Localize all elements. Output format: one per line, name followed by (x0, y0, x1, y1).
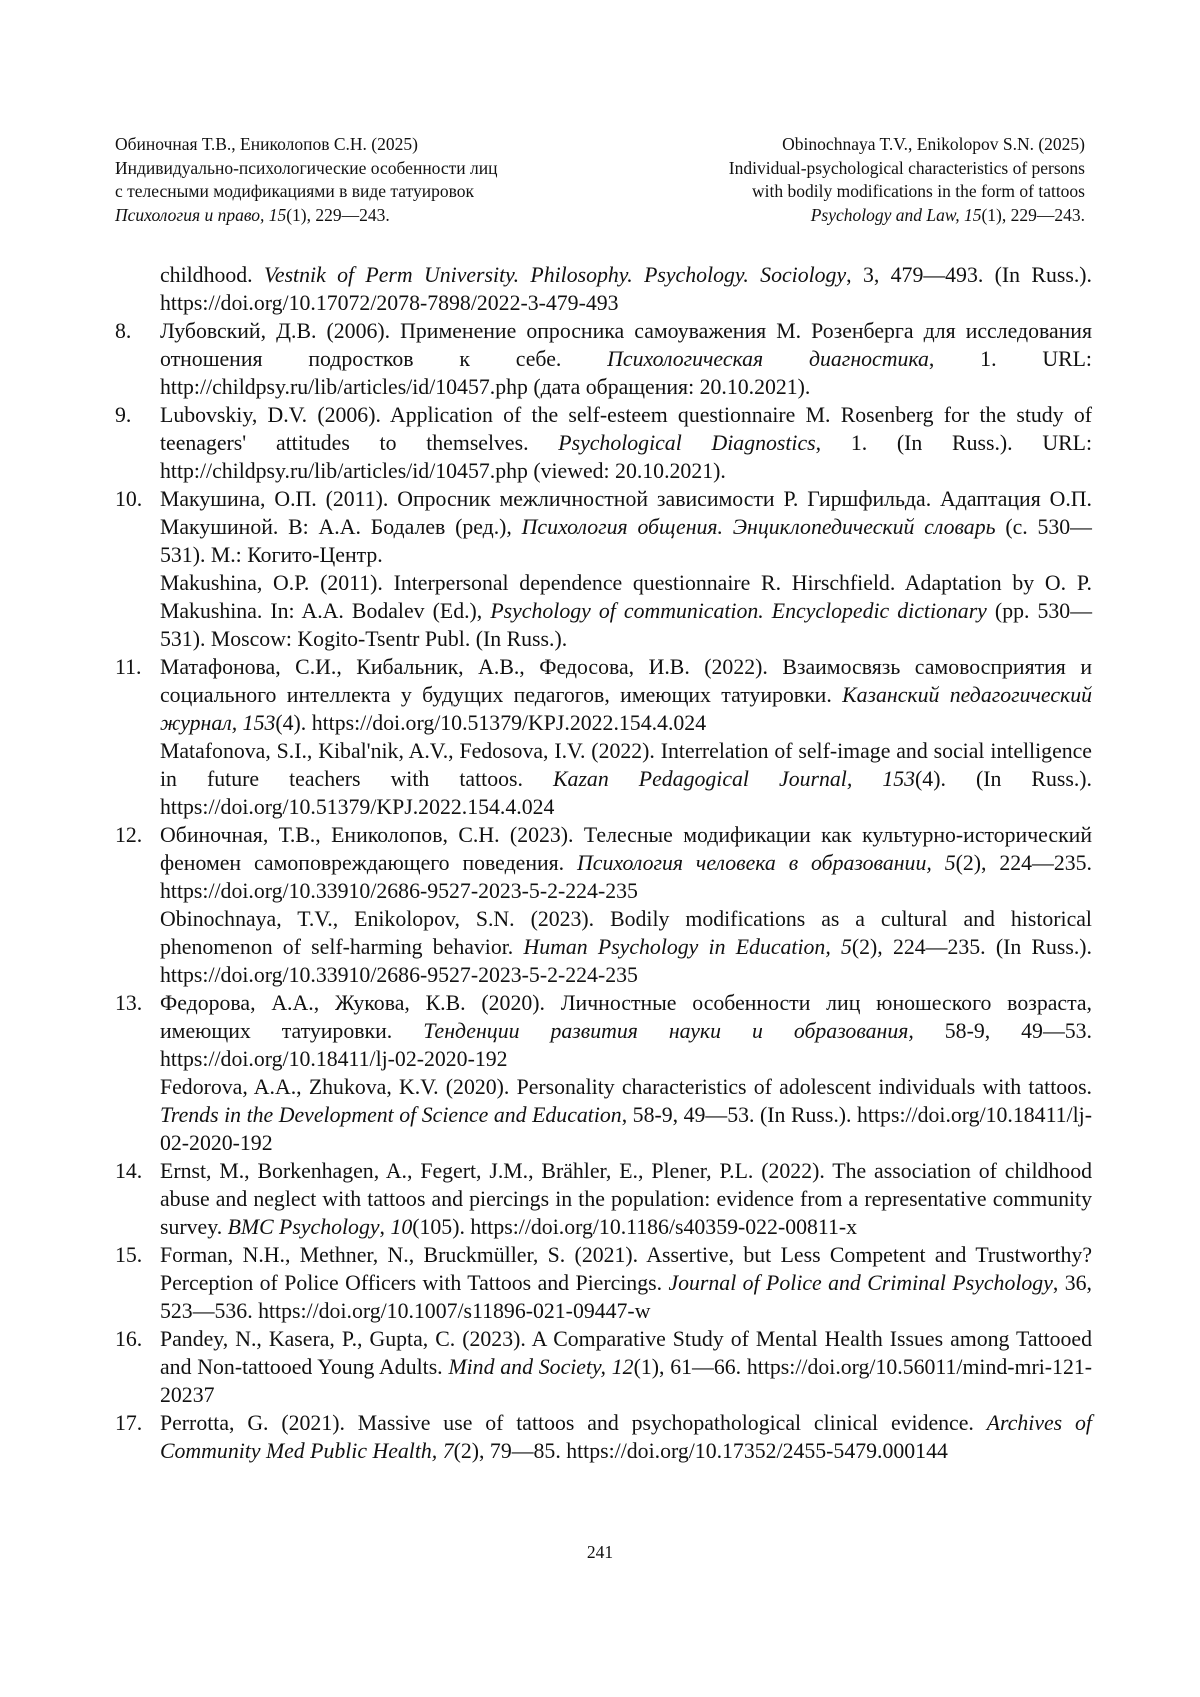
reference-number: 13. (115, 991, 143, 1015)
header-authors-ru: Обиночная Т.В., Ениколопов С.Н. (2025) (115, 134, 418, 154)
reference-17: 17. Perrotta, G. (2021). Massive use of tattoos and psychopathological clinical evidence. Archives of Community Med Public Health, 7(2), 79—85. https://doi.org/10.17352/2455-5479.000144 (115, 1411, 1092, 1463)
reference-number: 16. (115, 1327, 143, 1351)
reference-12: 12. Обиночная, Т.В., Ениколопов, С.Н. (2023). Телесные модификации как культурно-исторический феномен самоповреждающего поведения. Психология человека в образовании, 5(2), 224—235. https://doi.org/10.33910/2686-9527-2023-5-2-224-235 Obinochnaya, T.V., Enikolopov, S.N. (2023). Bodily modifications as a cultural and historical phenomenon of self-harming behavior. Human Psychology in Education, 5(2), 224—235. (In Russ.). https://doi.org/10.33910/2686-9527-2023-5-2-224-235 (115, 823, 1093, 987)
reference-continued: childhood. Vestnik of Perm University. Philosophy. Psychology. Sociology, 3, 479—493. (In Russ.). https://doi.org/10.17072/2078-7898/2022-3-479-493 (160, 263, 1092, 315)
reference-9: 9. Lubovskiy, D.V. (2006). Application of the self-esteem questionnaire M. Rosenberg for the study of teenagers' attitudes to themselves. Psychological Diagnostics, 1. (In Russ.). URL: http://childpsy.ru/lib/articles/id/10457.php (viewed: 20.10.2021). (115, 403, 1093, 483)
reference-14: 14. Ernst, M., Borkenhagen, A., Fegert, J.M., Brähler, E., Plener, P.L. (2022). The association of childhood abuse and neglect with tattoos and piercings in the population: evidence from a representative community survey. BMC Psychology, 10(105). https://doi.org/10.1186/s40359-022-00811-x (115, 1159, 1092, 1239)
reference-10: 10. Макушина, О.П. (2011). Опросник межличностной зависимости Р. Гиршфильда. Адаптация О.П. Макушиной. В: А.А. Бодалев (ред.), Психология общения. Энциклопедический словарь (с. 530—531). М.: Когито-Центр. Makushina, O.P. (2011). Interpersonal dependence questionnaire R. Hirschfield. Adaptation by O. P. Makushina. In: A.A. Bodalev (Ed.), Psychology of communication. Encyclopedic dictionary (pp. 530—531). Moscow: Kogito-Tsentr Publ. (In Russ.). (115, 487, 1092, 651)
header-title-en-line1: Individual-psychological characteristics of persons (728, 157, 1085, 178)
reference-8: 8. Лубовский, Д.В. (2006). Применение опросника самоуважения М. Розенберга для исследования отношения подростков к себе. Психологическая диагностика, 1. URL: http://childpsy.ru/lib/articles/id/10457.php (дата обращения: 20.10.2021). (115, 319, 1092, 399)
reference-15: 15. Forman, N.H., Methner, N., Bruckmüller, S. (2021). Assertive, but Less Competent and Trustworthy? Perception of Police Officers with Tattoos and Piercings. Journal of Police and Criminal Psychology, 36, 523—536. https://doi.org/10.1007/s11896-021-09447-w (115, 1243, 1092, 1323)
header-journal-ru: Психология и право, 15(1), 229—243. (115, 204, 390, 225)
reference-13: 13. Федорова, А.А., Жукова, К.В. (2020). Личностные особенности лиц юношеского возраста, имеющих татуировки. Тенденции развития науки и образования, 58-9, 49—53. https://doi.org/10.18411/lj-02-2020-192 Fedorova, A.A., Zhukova, K.V. (2020). Personality characteristics of adolescent individuals with tattoos. Trends in the Development of Science and Education, 58-9, 49—53. (In Russ.). https://doi.org/10.18411/lj-02-2020-192 (115, 991, 1092, 1155)
running-header (115, 133, 1085, 227)
header-title-en-line2: with bodily modifications in the form of tattoos (752, 181, 1085, 201)
header-journal-en: Psychology and Law, 15(1), 229—243. (810, 204, 1085, 225)
header-title-ru-line2: с телесными модификациями в виде татуировок (115, 181, 475, 201)
header-title-ru-line1: Индивидуально-психологические особенности лиц (115, 157, 498, 178)
reference-number: 10. (115, 487, 143, 511)
header-right-en (729, 133, 1085, 227)
reference-11: 11. Матафонова, С.И., Кибальник, А.В., Федосова, И.В. (2022). Взаимосвязь самовосприятия и социального интеллекта у будущих педагогов, имеющих татуировки. Казанский педагогический журнал, 153(4). https://doi.org/10.51379/KPJ.2022.154.4.024 Matafonova, S.I., Kibal'nik, A.V., Fedosova, I.V. (2022). Interrelation of self-image and social intelligence in future teachers with tattoos. Kazan Pedagogical Journal, 153(4). (In Russ.). https://doi.org/10.51379/KPJ.2022.154.4.024 (115, 655, 1092, 819)
header-left-ru (115, 133, 498, 227)
reference-number: 11. (115, 655, 142, 679)
reference-number: 14. (115, 1159, 143, 1183)
reference-number: 12. (115, 823, 143, 847)
reference-number: 8. (115, 319, 132, 343)
reference-16: 16. Pandey, N., Kasera, P., Gupta, C. (2023). A Comparative Study of Mental Health Issues among Tattooed and Non-tattooed Young Adults. Mind and Society, 12(1), 61—66. https://doi.org/10.56011/mind-mri-121-20237 (115, 1327, 1093, 1407)
page-number: 241 (586, 1542, 614, 1562)
reference-list (115, 261, 1092, 1465)
header-authors-en: Obinochnaya T.V., Enikolopov S.N. (2025) (782, 134, 1085, 154)
reference-number: 17. (115, 1411, 143, 1435)
reference-number: 9. (115, 403, 132, 427)
reference-number: 15. (115, 1243, 143, 1267)
